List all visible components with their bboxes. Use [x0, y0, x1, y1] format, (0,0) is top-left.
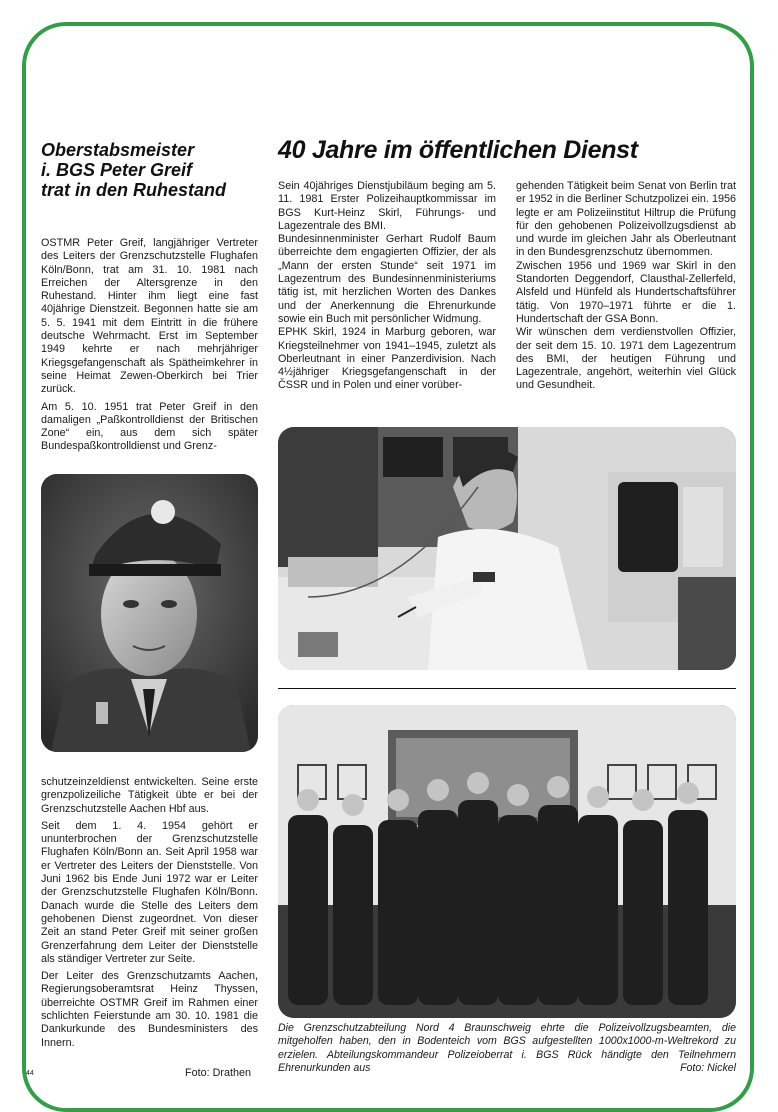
paragraph: Der Leiter des Grenzschutzamts Aachen, Regierungsoberamtsrat Heinz Thyssen, überreichte OSTMR Greif im Rahmen einer schlichten Feierstunde am 30. 10. 1981 die Dankurkunde des Bundesministers des Innern.: [41, 970, 258, 1049]
portrait-photo: [41, 474, 258, 752]
caption-text: Die Grenzschutzabteilung Nord 4 Braunschweig ehrte die Polizeivollzugsbeamten, die mitgeholfen haben, den in Bodenteich vom BGS aufgestellten 1000x1000-m-Weltrekord zu erzielen. Abteilungskommandeur Polizeioberrat i. BGS Rück händigte den Teilnehmern Ehrenurkunden aus: [278, 1022, 736, 1075]
sidebar-title: [41, 140, 258, 200]
sidebar-article: [41, 140, 258, 200]
paragraph: Bundesinnenminister Gerhart Rudolf Baum überreichte dem engagierten Offizier, der als „Mann der ersten Stunde“ seit 1971 im Lagezentrum des Bundesinnenministeriums tätig ist, mit herzlichen Worten des Dankes und der Anerkennung die Ehrenurkunde sowie ein Buch mit persönlicher Widmung.: [278, 233, 496, 325]
paragraph: Sein 40jähriges Dienstjubiläum beging am 5. 11. 1981 Erster Polizeihauptkommissar im BGS Kurt-Heinz Skirl, Führungs- und Lagezentrale des BMI.: [278, 180, 496, 232]
paragraph: EPHK Skirl, 1924 in Marburg geboren, war Kriegsteilnehmer von 1941–1945, zuletzt als Oberleutnant in einer Panzerdivision. Nach 4½jähriger Kriegsgefangenschaft in der ČSSR und in Polen und einer vorüber-: [278, 326, 496, 392]
paragraph: Zwischen 1956 und 1969 war Skirl in den Standorten Deggendorf, Clausthal-Zellerfeld, Alsfeld und Hünfeld als Hundertschaftsführer tätig. Von 1970–1971 führte er die 1. Hundertschaft der GSA Bonn.: [516, 259, 736, 325]
group-photo-caption: [278, 1022, 736, 1076]
section-divider: [278, 688, 736, 689]
page-number: 44: [26, 1070, 34, 1077]
article-column-1: [278, 180, 496, 393]
sidebar-title-line: i. BGS Peter Greif: [41, 160, 193, 180]
article-title: 40 Jahre im öffentlichen Dienst: [278, 136, 638, 164]
office-photo: [278, 427, 736, 670]
article-column-2: [516, 180, 736, 393]
caption-photo-credit: Foto: Nickel: [680, 1062, 736, 1075]
sidebar-text-top: [41, 237, 258, 458]
sidebar-text-bottom: [41, 776, 258, 1054]
sidebar-title-line: Oberstabsmeister: [41, 140, 195, 160]
paragraph: schutzeinzeldienst entwickelten. Seine erste grenzpolizeiliche Tätigkeit übte er bei der Grenzschutzstelle Aachen Hbf aus.: [41, 776, 258, 815]
office-illustration: [278, 427, 736, 670]
paragraph: Am 5. 10. 1951 trat Peter Greif in den damaligen „Paßkontrolldienst der Britischen Zone“ ein, aus dem sich später Bundespaßkontrolldienst und Grenz-: [41, 400, 258, 453]
paragraph: gehenden Tätigkeit beim Senat von Berlin trat er 1952 in die Berliner Schutzpolizei ein. 1956 legte er am Polizeiinstitut Hiltrup die Prüfung für den gehobenen Polizeivollzugsdienst ab und wurde im gleichen Jahr als Oberleutnant in den Bundesgrenzschutz übernommen.: [516, 180, 736, 259]
portrait-illustration: [41, 474, 258, 752]
group-illustration: [278, 705, 736, 1018]
sidebar-title-line: trat in den Ruhestand: [41, 180, 227, 200]
paragraph: Seit dem 1. 4. 1954 gehört er ununterbrochen der Grenzschutzstelle Flughafen Köln/Bonn an. Seit April 1958 war er Vertreter des Leiters der Dienststelle. Von Juni 1962 bis Ende Juni 1972 war er Leiter der Grenzschutzstelle Flughafen Köln/Bonn. Danach wurde die Stelle des Leiters dem gehobenen Dienst zugeordnet. Von dieser Zeit an stand Peter Greif mit seiner großen Grenzerfahrung dem Leiter der Dienststelle als ständiger Vertreter zur Seite.: [41, 819, 258, 965]
sidebar-photo-credit: Foto: Drathen: [185, 1067, 252, 1079]
group-photo: [278, 705, 736, 1018]
paragraph: OSTMR Peter Greif, langjähriger Vertreter des Leiters der Grenzschutzstelle Flughafen Köln/Bonn, trat am 31. 10. 1981 nach Erreichen der Altersgrenze in den Ruhestand. Hinter ihm liegt eine fast 40jährige Dienstzeit. Begonnen hatte sie am 5. 5. 1941 mit dem Eintritt in die frühere deutsche Wehrmacht. Erst im September 1949 kehrte er nach mehrjähriger Kriegsgefangenschaft als Spätheimkehrer in seine Heimat Zewen-Oberkirch bei Trier zurück.: [41, 237, 258, 396]
paragraph: Wir wünschen dem verdienstvollen Offizier, der seit dem 15. 10. 1971 dem Lagezentrum des BMI, der heutigen Führung und Lagezentrale, angehört, weiterhin viel Glück und Gesundheit.: [516, 326, 736, 392]
